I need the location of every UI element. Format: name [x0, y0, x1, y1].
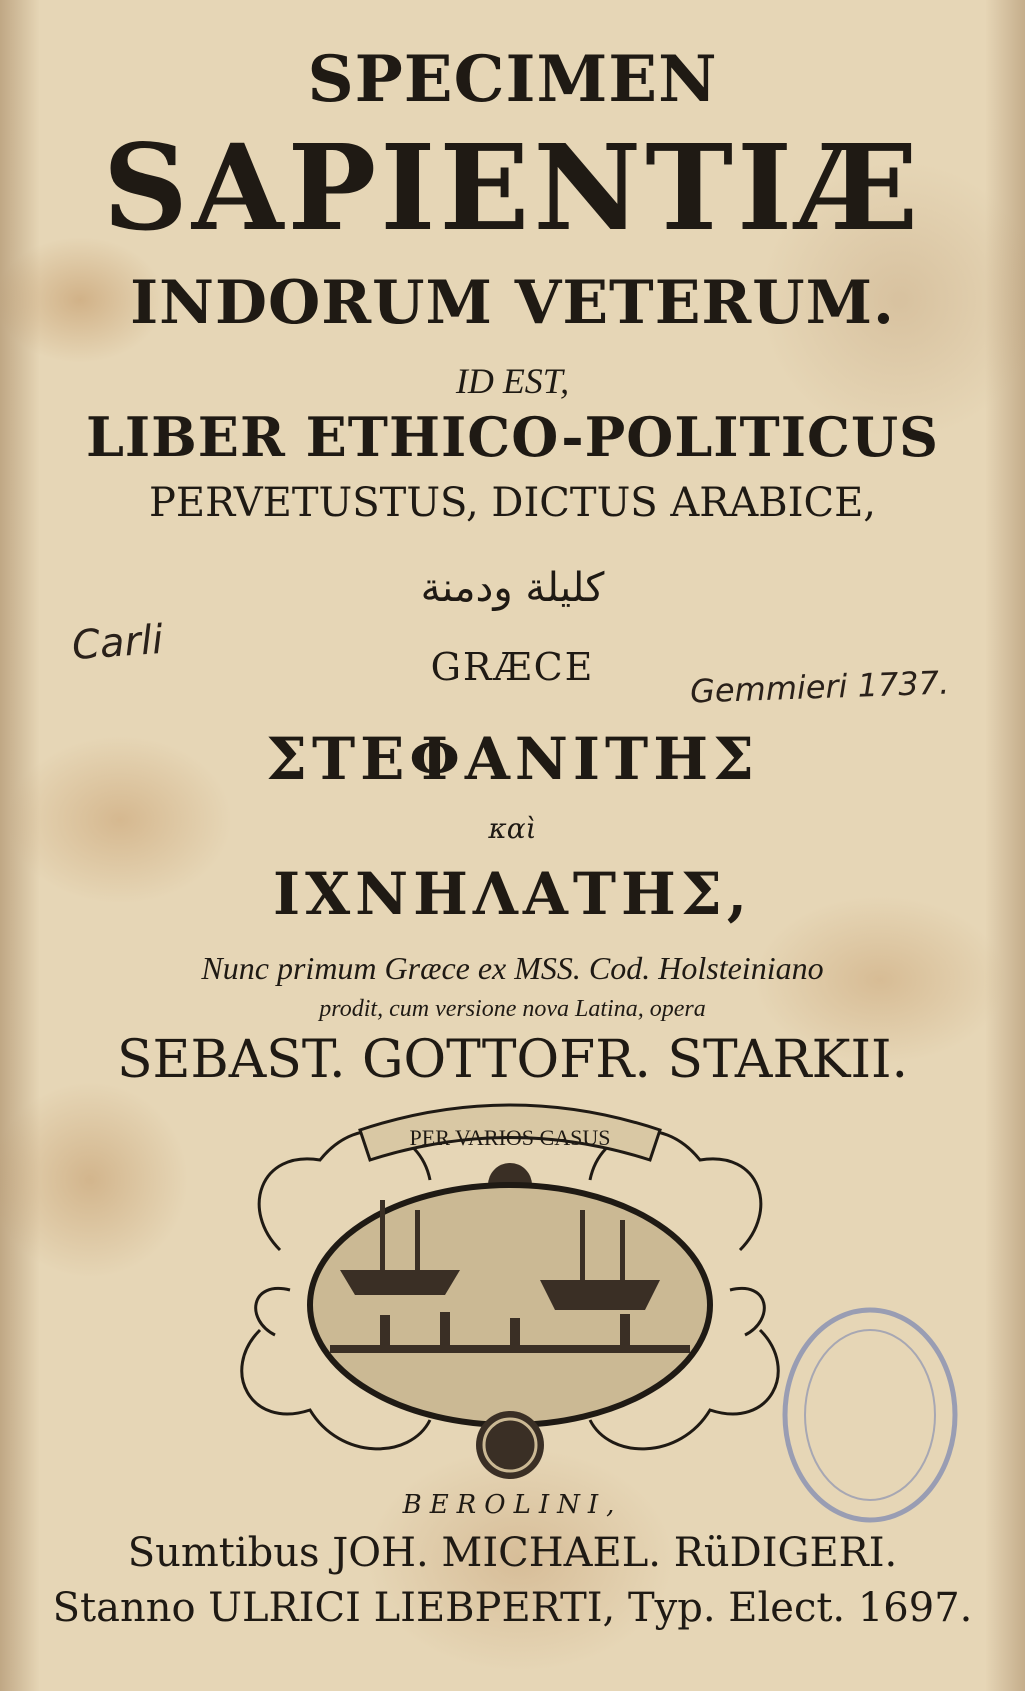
title-line-liber: LIBER ETHICO-POLITICUS [85, 405, 940, 469]
imprint-line-2: Stanno ULRICI LIEBPERTI, Typ. Elect. 1697. [52, 1585, 973, 1631]
title-line-id-est: ID EST, [455, 361, 570, 401]
title-line-pervetustus: PERVETUSTUS, DICTUS ARABICE, [148, 480, 877, 526]
title-line-sapientiae: SAPIENTIÆ [102, 118, 923, 257]
greek-title-stephanites: ΣΤΕΦΑΝΙΤΗΣ [265, 725, 759, 793]
author-line: SEBAST. GOTTOFR. STARKII. [116, 1030, 909, 1090]
imprint-city: BEROLINI, [402, 1490, 623, 1520]
title-line-graece: GRÆCE [430, 645, 595, 689]
greek-title-ichnelates: ΙΧΝΗΛΑΤΗΣ, [272, 860, 753, 928]
title-line-indorum-veterum: INDORUM VETERUM. [130, 268, 895, 338]
arabic-title: كليلة ودمنة [420, 565, 605, 611]
vignette-motto: PER VARIOS CASUS [409, 1125, 611, 1150]
handwritten-note-left: Carli [70, 616, 165, 670]
subtitle-line-2: prodit, cum versione nova Latina, opera [319, 996, 706, 1022]
subtitle-line-1: Nunc primum Græce ex MSS. Cod. Holsteiniano [201, 950, 824, 986]
title-line-specimen: SPECIMEN [307, 42, 718, 117]
greek-conjunction: καὶ [488, 812, 537, 845]
handwritten-note-right: Gemmieri 1737. [689, 663, 950, 711]
imprint-line-1: Sumtibus JOH. MICHAEL. RüDIGERI. [127, 1530, 898, 1576]
printers-device-vignette [220, 1090, 800, 1490]
